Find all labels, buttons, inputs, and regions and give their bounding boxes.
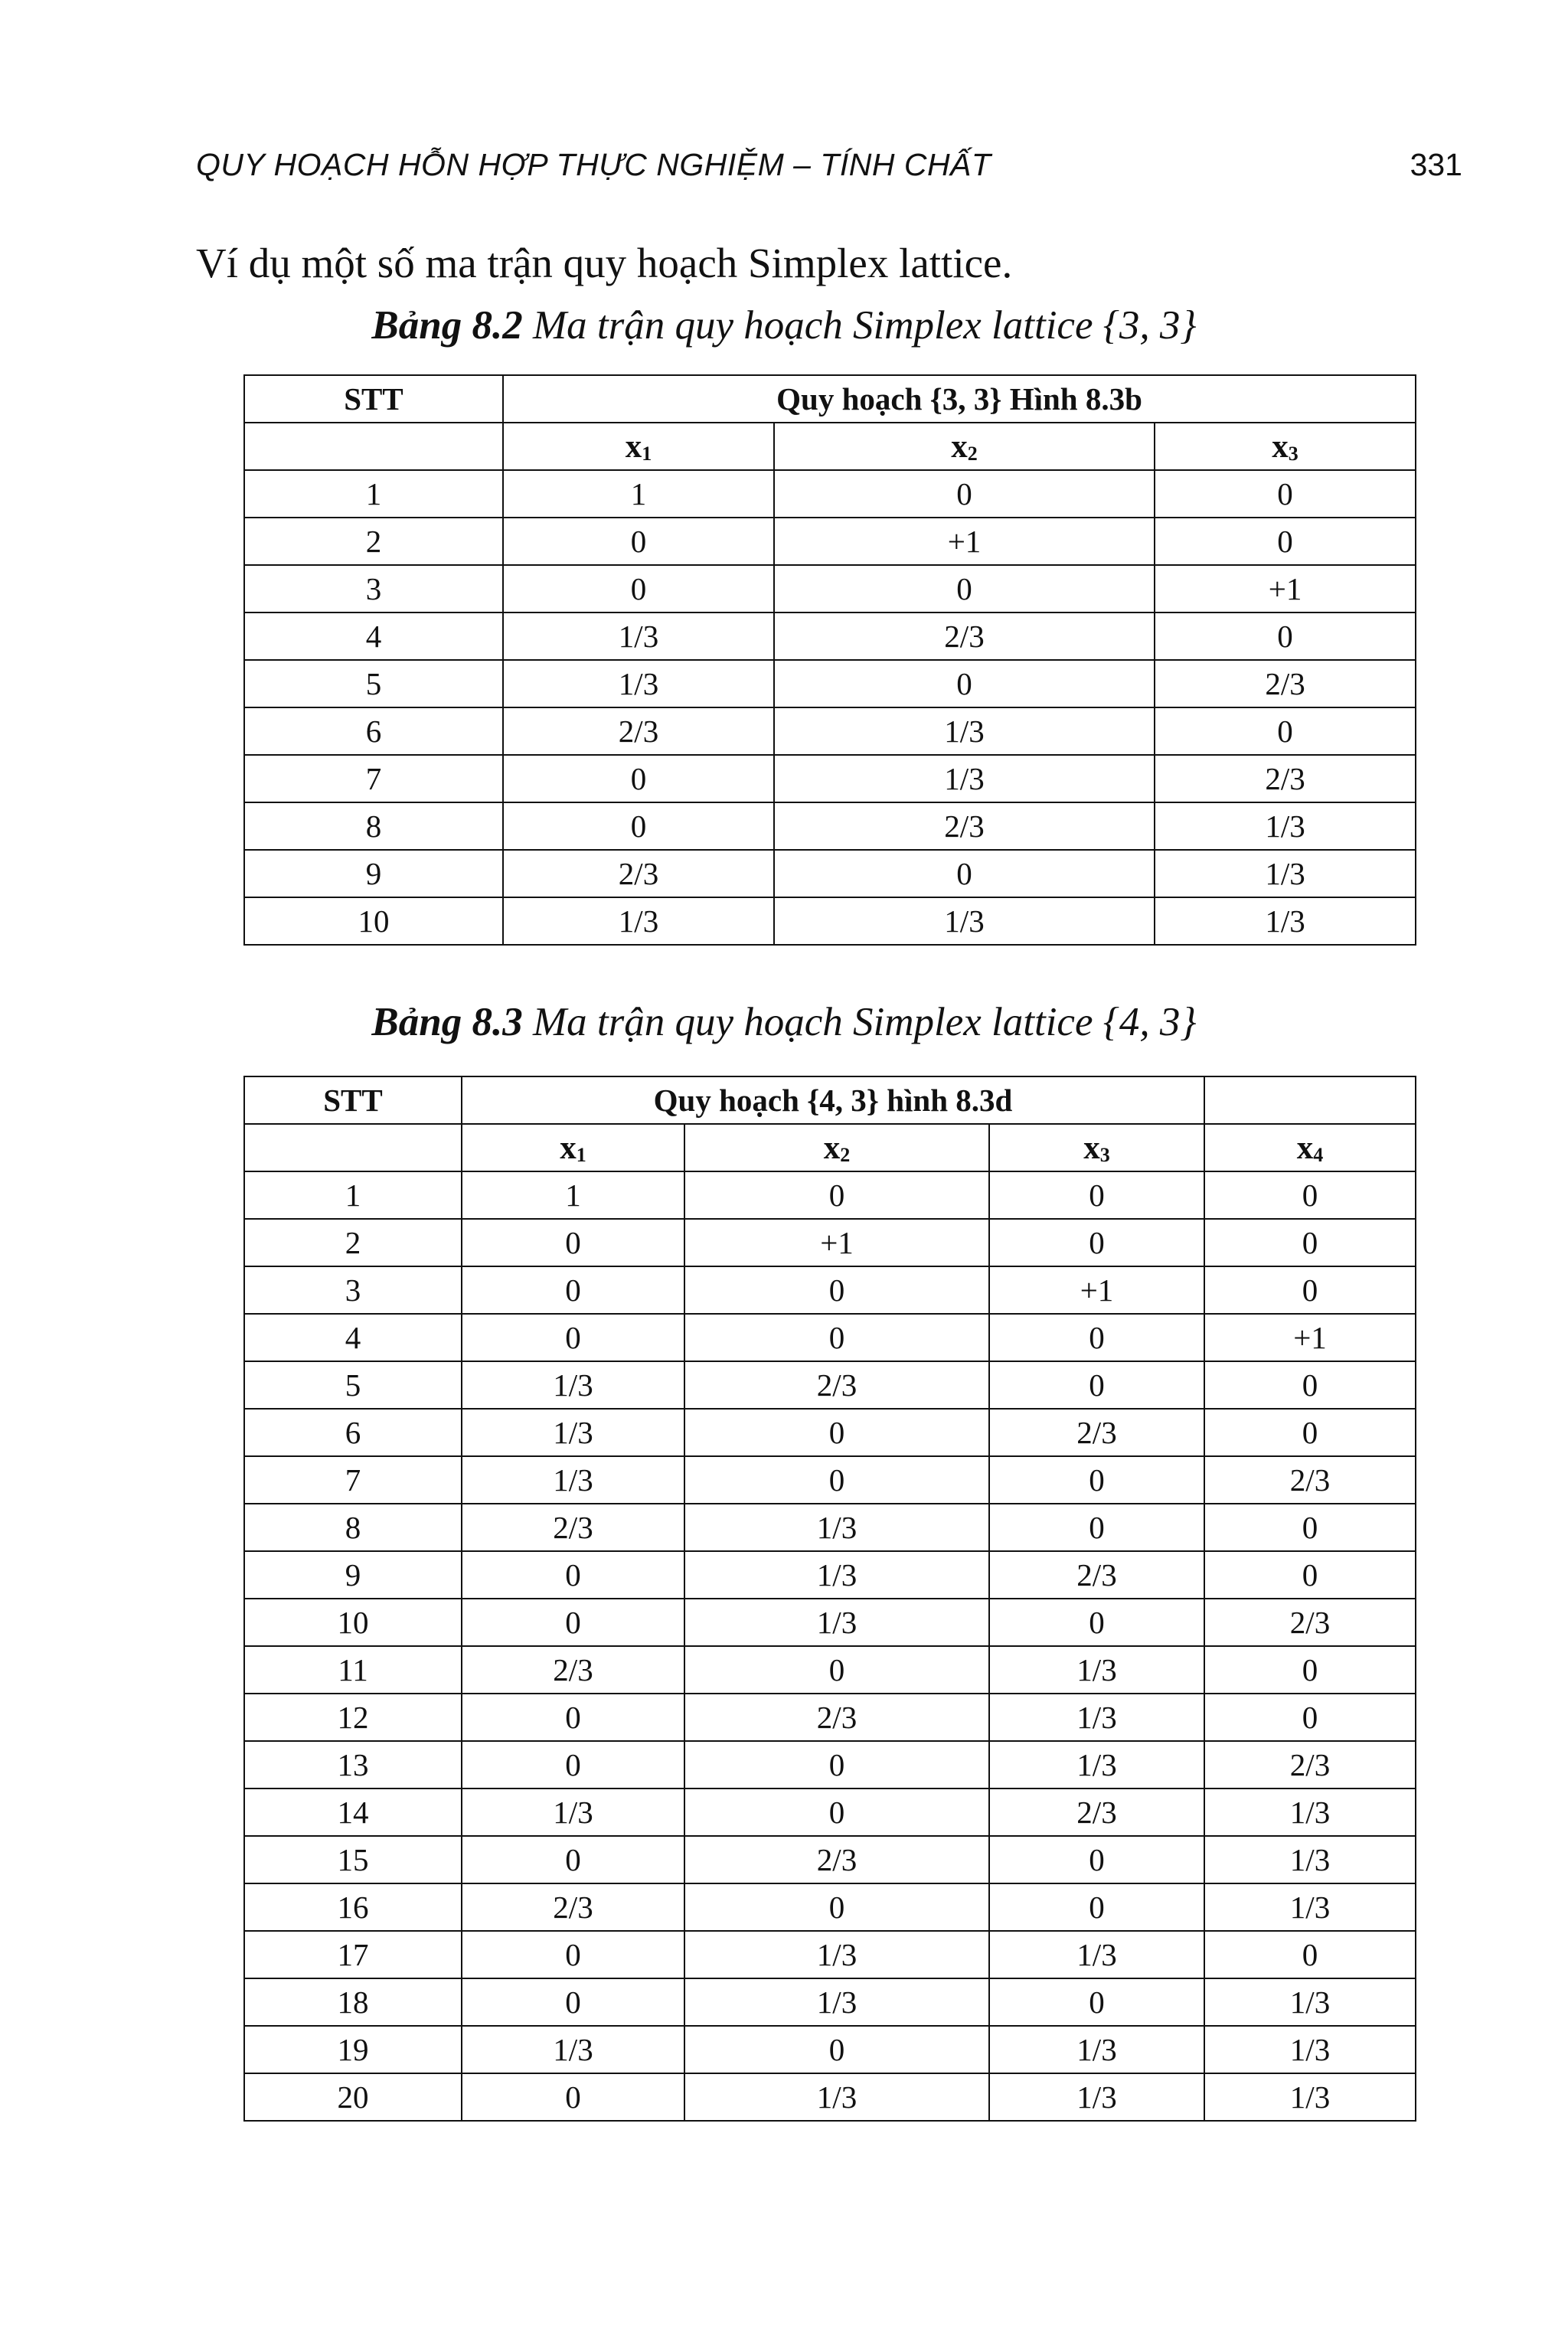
table-row [244,660,1416,707]
row-number-cell: 7 [244,1456,462,1504]
value-cell: 2/3 [1155,755,1416,802]
value-cell: 1/3 [684,2073,989,2121]
x4-header: $x_4$ [1204,1124,1416,1171]
table-row [244,1931,1416,1978]
row-number-cell: 5 [244,660,503,707]
table-row [244,565,1416,612]
table-row [244,850,1416,897]
value-cell: 0 [1155,707,1416,755]
value-cell: 2/3 [1204,1456,1416,1504]
value-cell: 0 [1204,1551,1416,1599]
value-cell: 2/3 [774,612,1155,660]
value-cell: +1 [684,1219,989,1266]
value-cell: 0 [684,1409,989,1456]
table-row [244,802,1416,850]
value-cell: 0 [1204,1361,1416,1409]
value-cell: 2/3 [989,1788,1204,1836]
value-cell: 0 [1204,1266,1416,1314]
value-cell: 0 [989,1219,1204,1266]
row-number-cell: 13 [244,1741,462,1788]
value-cell: 2/3 [989,1551,1204,1599]
table-row [244,1646,1416,1694]
value-cell: 1/3 [684,1551,989,1599]
row-number-cell: 10 [244,897,503,945]
page-number: 331 [1410,147,1462,182]
value-cell: 0 [462,1599,684,1646]
value-cell: 0 [774,660,1155,707]
table-row [244,2073,1416,2121]
table-row [244,1171,1416,1219]
value-cell: 0 [1204,1219,1416,1266]
row-number-cell: 8 [244,802,503,850]
row-number-cell: 9 [244,1551,462,1599]
row-number-cell: 19 [244,2026,462,2073]
value-cell: 1/3 [1204,1788,1416,1836]
value-cell: 0 [1204,1694,1416,1741]
x2-header: $x_2$ [684,1124,989,1171]
empty-header-cell [244,423,503,470]
table-row [244,1409,1416,1456]
row-number-cell: 17 [244,1931,462,1978]
table-row [244,1551,1416,1599]
caption-label: Bảng 8.2 [371,303,523,348]
row-number-cell: 2 [244,518,503,565]
value-cell: 0 [774,565,1155,612]
table-row [244,1883,1416,1931]
value-cell: 0 [989,1836,1204,1883]
value-cell: 1/3 [1204,1978,1416,2026]
row-number-cell: 11 [244,1646,462,1694]
value-cell: 1/3 [462,1361,684,1409]
variable-header-row [244,1124,1416,1171]
value-cell: 2/3 [503,850,774,897]
value-cell: 2/3 [1204,1599,1416,1646]
value-cell: 1/3 [1155,897,1416,945]
value-cell: 0 [462,1266,684,1314]
table-row [244,1978,1416,2026]
plan-group-header: Quy hoạch {3, 3} Hình 8.3b [503,375,1416,423]
table-row [244,612,1416,660]
x2-header: $x_2$ [774,423,1155,470]
value-cell: +1 [774,518,1155,565]
caption-text: Ma trận quy hoạch Simplex lattice {3, 3} [522,303,1197,348]
value-cell: 2/3 [462,1646,684,1694]
value-cell: 0 [1204,1504,1416,1551]
stt-header: STT [244,1076,462,1124]
table-8-2 [243,374,1416,946]
value-cell: 1/3 [989,1646,1204,1694]
table-row [244,755,1416,802]
running-header-title: QUY HOẠCH HỖN HỢP THỰC NGHIỆM – TÍNH CHẤT [196,147,991,182]
value-cell: 2/3 [774,802,1155,850]
value-cell: 1/3 [1155,850,1416,897]
x1-header: $x_1$ [462,1124,684,1171]
table-row [244,1599,1416,1646]
value-cell: 1/3 [989,1741,1204,1788]
row-number-cell: 1 [244,1171,462,1219]
value-cell: 2/3 [462,1883,684,1931]
row-number-cell: 2 [244,1219,462,1266]
x3-header: $x_3$ [989,1124,1204,1171]
value-cell: 1/3 [503,660,774,707]
table-8-2-caption [0,302,1568,348]
row-number-cell: 1 [244,470,503,518]
table-row [244,1504,1416,1551]
row-number-cell: 16 [244,1883,462,1931]
row-number-cell: 8 [244,1504,462,1551]
row-number-cell: 4 [244,612,503,660]
value-cell: 0 [462,1931,684,1978]
row-number-cell: 6 [244,707,503,755]
value-cell: 0 [989,1978,1204,2026]
value-cell: 1/3 [462,1409,684,1456]
row-number-cell: 15 [244,1836,462,1883]
table-row [244,2026,1416,2073]
value-cell: 0 [684,1171,989,1219]
table-row [244,1219,1416,1266]
plan-group-header: Quy hoạch {4, 3} hình 8.3d [462,1076,1204,1124]
value-cell: 0 [462,1836,684,1883]
value-cell: 1/3 [989,1694,1204,1741]
value-cell: 1/3 [989,2073,1204,2121]
header-row [244,1076,1416,1124]
value-cell: 1/3 [1204,2073,1416,2121]
header-row [244,375,1416,423]
empty-header-cell [1204,1076,1416,1124]
value-cell: 2/3 [1204,1741,1416,1788]
value-cell: 2/3 [462,1504,684,1551]
table-row [244,1361,1416,1409]
value-cell: 0 [1155,470,1416,518]
value-cell: +1 [989,1266,1204,1314]
value-cell: 0 [462,1741,684,1788]
table-row [244,1788,1416,1836]
value-cell: 0 [1155,518,1416,565]
value-cell: 2/3 [684,1694,989,1741]
table-row [244,1741,1416,1788]
value-cell: +1 [1155,565,1416,612]
value-cell: 1/3 [684,1599,989,1646]
value-cell: 0 [989,1171,1204,1219]
value-cell: 0 [462,1314,684,1361]
value-cell: 1/3 [503,612,774,660]
value-cell: 0 [1204,1646,1416,1694]
value-cell: 0 [774,470,1155,518]
value-cell: 0 [989,1361,1204,1409]
row-number-cell: 6 [244,1409,462,1456]
value-cell: 2/3 [503,707,774,755]
value-cell: 1/3 [684,1931,989,1978]
value-cell: 0 [1204,1409,1416,1456]
value-cell: 0 [462,1551,684,1599]
value-cell: 0 [503,755,774,802]
value-cell: 1/3 [503,897,774,945]
value-cell: 1/3 [1204,2026,1416,2073]
value-cell: 1/3 [774,897,1155,945]
table-row [244,1266,1416,1314]
value-cell: 1/3 [684,1978,989,2026]
value-cell: 0 [503,518,774,565]
table-row [244,1694,1416,1741]
value-cell: 1/3 [989,1931,1204,1978]
value-cell: 0 [684,1456,989,1504]
value-cell: 0 [462,1694,684,1741]
value-cell: 0 [989,1883,1204,1931]
value-cell: 0 [684,1646,989,1694]
value-cell: 1 [503,470,774,518]
row-number-cell: 3 [244,565,503,612]
table-row [244,1314,1416,1361]
value-cell: 0 [774,850,1155,897]
value-cell: 2/3 [1155,660,1416,707]
value-cell: 0 [989,1456,1204,1504]
value-cell: 1/3 [989,2026,1204,2073]
value-cell: 0 [462,1978,684,2026]
intro-paragraph: Ví dụ một số ma trận quy hoạch Simplex lattice. [196,240,1013,286]
value-cell: 1/3 [1155,802,1416,850]
value-cell: 2/3 [989,1409,1204,1456]
table-8-3-caption [0,999,1568,1045]
row-number-cell: 3 [244,1266,462,1314]
empty-header-cell [244,1124,462,1171]
value-cell: +1 [1204,1314,1416,1361]
value-cell: 1/3 [462,1456,684,1504]
value-cell: 0 [1155,612,1416,660]
value-cell: 1/3 [774,755,1155,802]
row-number-cell: 9 [244,850,503,897]
value-cell: 1/3 [774,707,1155,755]
value-cell: 1/3 [684,1504,989,1551]
table-row [244,1456,1416,1504]
value-cell: 0 [684,1266,989,1314]
value-cell: 0 [462,1219,684,1266]
value-cell: 0 [503,802,774,850]
table-row [244,470,1416,518]
table-row [244,518,1416,565]
row-number-cell: 20 [244,2073,462,2121]
caption-text: Ma trận quy hoạch Simplex lattice {4, 3} [522,1000,1197,1044]
value-cell: 0 [462,2073,684,2121]
value-cell: 1/3 [1204,1883,1416,1931]
table-row [244,707,1416,755]
value-cell: 0 [1204,1931,1416,1978]
row-number-cell: 14 [244,1788,462,1836]
row-number-cell: 5 [244,1361,462,1409]
row-number-cell: 10 [244,1599,462,1646]
value-cell: 1/3 [462,1788,684,1836]
row-number-cell: 18 [244,1978,462,2026]
caption-label: Bảng 8.3 [371,1000,523,1044]
x3-header: $x_3$ [1155,423,1416,470]
value-cell: 0 [684,2026,989,2073]
table-row [244,897,1416,945]
value-cell: 0 [1204,1171,1416,1219]
value-cell: 0 [684,1314,989,1361]
value-cell: 1/3 [1204,1836,1416,1883]
value-cell: 0 [684,1741,989,1788]
value-cell: 0 [503,565,774,612]
value-cell: 0 [684,1788,989,1836]
value-cell: 0 [684,1883,989,1931]
stt-header: STT [244,375,503,423]
row-number-cell: 7 [244,755,503,802]
value-cell: 1 [462,1171,684,1219]
row-number-cell: 4 [244,1314,462,1361]
variable-header-row [244,423,1416,470]
value-cell: 0 [989,1314,1204,1361]
value-cell: 0 [989,1599,1204,1646]
x1-header: $x_1$ [503,423,774,470]
value-cell: 0 [989,1504,1204,1551]
value-cell: 2/3 [684,1361,989,1409]
value-cell: 2/3 [684,1836,989,1883]
table-8-3 [243,1076,1416,2122]
table-row [244,1836,1416,1883]
row-number-cell: 12 [244,1694,462,1741]
value-cell: 1/3 [462,2026,684,2073]
